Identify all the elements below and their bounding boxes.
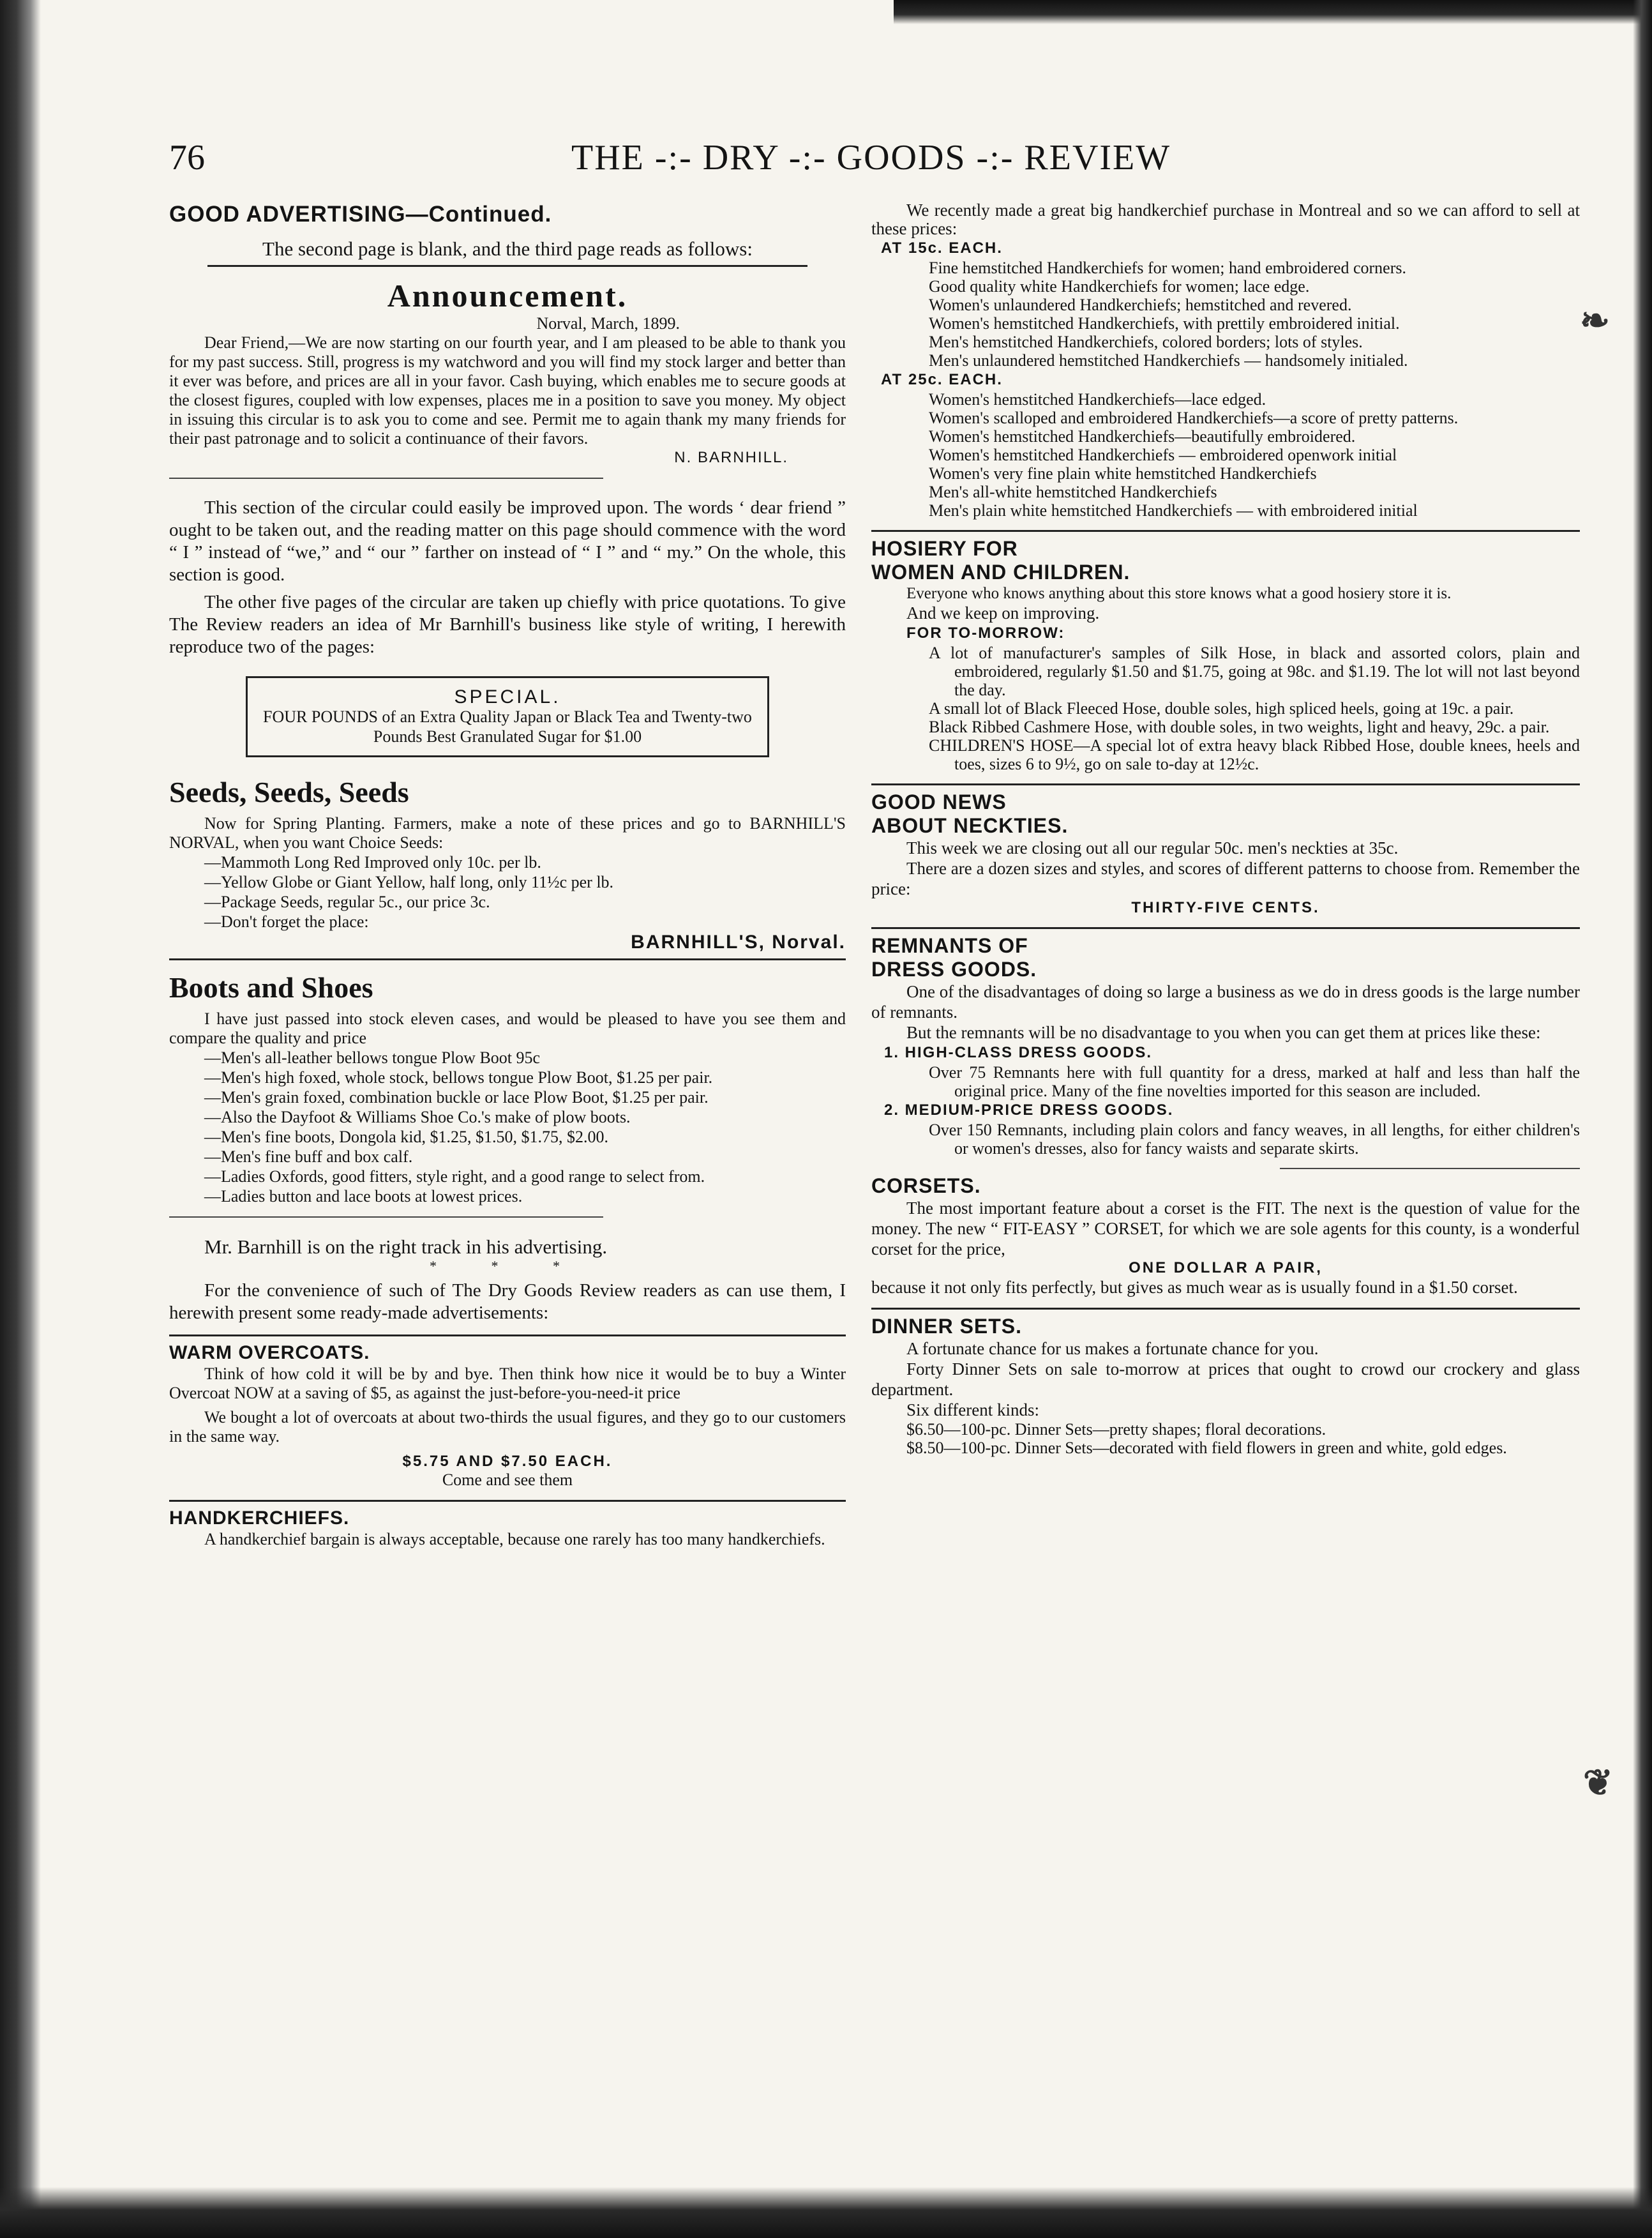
dinner-p2: Forty Dinner Sets on sale to-morrow at prices that ought to crowd our crockery and glass department. (871, 1359, 1580, 1399)
corsets-p2: because it not only fits perfectly, but gives as much wear as is usually found in a $1.50 corset. (871, 1278, 1518, 1297)
right-track-note: Mr. Barnhill is on the right track in his advertising. (204, 1236, 608, 1258)
boots-item: —Ladies button and lace boots at lowest prices. (204, 1187, 523, 1206)
dinner-p3: Six different kinds: (906, 1400, 1039, 1419)
hk-item-25c: Men's all-white hemstitched Handkerchiefs (929, 483, 1217, 501)
hk-intro: We recently made a great big handkerchief purchase in Montreal and so we can afford to sell at these prices: (871, 200, 1580, 238)
at-15c-heading: AT 15c. EACH. (881, 239, 1003, 257)
special-title: SPECIAL. (454, 686, 561, 707)
announcement-title: Announcement. (387, 278, 628, 314)
boots-title: Boots and Shoes (169, 971, 373, 1004)
second-page-note: The second page is blank, and the third page reads as follows: (262, 238, 753, 260)
hk-item-15c: Good quality white Handkerchiefs for women; lace edge. (929, 277, 1310, 296)
dinner-sets-heading: DINNER SETS. (871, 1315, 1023, 1338)
neckties-heading-2: ABOUT NECKTIES. (871, 814, 1069, 837)
hosiery-p1: Everyone who knows anything about this store knows what a good hosiery store it is. (906, 585, 1452, 602)
hk-item-15c: Women's unlaundered Handkerchiefs; hemstitched and revered. (929, 296, 1352, 314)
for-tomorrow-heading: FOR TO-MORROW: (906, 624, 1065, 642)
boots-item: —Men's fine buff and box calf. (204, 1147, 413, 1166)
hk-item-25c: Women's hemstitched Handkerchiefs — embroidered openwork initial (929, 446, 1397, 464)
hosiery-p2: And we keep on improving. (906, 603, 1100, 623)
overcoats-heading: WARM OVERCOATS. (169, 1342, 370, 1363)
hk-item-25c: Men's plain white hemstitched Handkerchiefs — with embroidered initial (929, 501, 1418, 520)
overcoats-cta: Come and see them (442, 1471, 573, 1489)
page-number: 76 (169, 138, 205, 178)
handkerchiefs-heading: HANDKERCHIEFS. (169, 1508, 350, 1529)
remnants-heading-1: REMNANTS OF (871, 934, 1028, 957)
overcoats-p2: We bought a lot of overcoats at about two-thirds the usual figures, and they go to our customers in the same way. (169, 1408, 846, 1446)
remnants-p1: One of the disadvantages of doing so large a business as we do in dress goods is the large number of remnants. (871, 982, 1580, 1022)
page (169, 128, 1580, 2145)
seeds-item: —Yellow Globe or Giant Yellow, half long, only 11½c per lb. (204, 873, 614, 891)
special-ad-box (246, 676, 769, 757)
corsets-price: ONE DOLLAR A PAIR, (1129, 1259, 1323, 1276)
corsets-p1: The most important feature about a corset is the FIT. The next is the question of value for the money. The new “ FIT-EASY ” CORSET, for which we are sole agents for this county, is a wonderful corset for the price, (871, 1198, 1580, 1259)
hosiery-item: A small lot of Black Fleeced Hose, double soles, high spliced heels, going at 19c. a pair. (929, 699, 1514, 718)
hk-item-25c: Women's very fine plain white hemstitched Handkerchiefs (929, 464, 1317, 483)
neckties-p1: This week we are closing out all our regular 50c. men's neckties at 35c. (906, 838, 1399, 858)
seeds-item: —Package Seeds, regular 5c., our price 3c. (204, 893, 490, 911)
neckties-p2: There are a dozen sizes and styles, and scores of different patterns to choose from. Remember the price: (871, 859, 1580, 898)
hk-item-25c: Women's hemstitched Handkerchiefs—lace edged. (929, 390, 1266, 409)
handkerchiefs-p1: A handkerchief bargain is always acceptable, because one rarely has too many handkerchiefs. (204, 1530, 825, 1548)
journal-title: THE -:- DRY -:- GOODS -:- REVIEW (571, 138, 1171, 178)
hk-item-15c: Women's hemstitched Handkerchiefs, with prettily embroidered initial. (929, 314, 1400, 333)
margin-ornament-icon: ❦ (1583, 1764, 1613, 1803)
commentary-1: This section of the circular could easily be improved upon. The words ‘ dear friend ” ought to be taken out, and the reading matter on this page should commence with the word “ I ” instead of “we,” and “ our ” farther on instead of “ I ” and “ my.” On the whole, this section is good. (169, 497, 846, 585)
boots-item: —Men's high foxed, whole stock, bellows tongue Plow Boot, $1.25 per pair. (204, 1068, 713, 1087)
seeds-intro: Now for Spring Planting. Farmers, make a note of these prices and go to BARNHILL'S NORVAL, when you want Choice Seeds: (169, 814, 846, 852)
right-column (871, 201, 1580, 1457)
hosiery-heading-2: WOMEN AND CHILDREN. (871, 561, 1130, 584)
boots-item: —Men's grain foxed, combination buckle or lace Plow Boot, $1.25 per pair. (204, 1088, 709, 1107)
overcoats-p1: Think of how cold it will be by and bye. Then think how nice it would be to buy a Winter Overcoat NOW at a saving of $5, as against the just-before-you-need-it price (169, 1365, 846, 1402)
hosiery-heading-1: HOSIERY FOR (871, 537, 1018, 560)
announcement-dateline: Norval, March, 1899. (536, 314, 680, 333)
announcement-signature: N. BARNHILL. (674, 449, 788, 466)
right-scan-edge (1633, 0, 1652, 2238)
hk-item-15c: Men's unlaundered hemstitched Handkerchiefs — handsomely initialed. (929, 351, 1408, 370)
dinner-item: $6.50—100-pc. Dinner Sets—pretty shapes; floral decorations. (906, 1420, 1326, 1439)
boots-item: —Also the Dayfoot & Williams Shoe Co.'s make of plow boots. (204, 1108, 631, 1126)
book-spine-shadow (0, 0, 41, 2238)
bottom-scan-edge (0, 2187, 1652, 2238)
hk-item-25c: Women's hemstitched Handkerchiefs—beautifully embroidered. (929, 427, 1356, 446)
neckties-price: THIRTY-FIVE CENTS. (1131, 899, 1320, 916)
hk-item-15c: Men's hemstitched Handkerchiefs, colored borders; lots of styles. (929, 333, 1363, 351)
neckties-heading-1: GOOD NEWS (871, 790, 1007, 813)
remnants-sub-2: 2. MEDIUM-PRICE DRESS GOODS. (884, 1101, 1174, 1119)
announcement-body: Dear Friend,—We are now starting on our fourth year, and I am pleased to be able to thank you for my past success. Still, progress is my watchword and you will find my stock larger and better than it ever was before, and prices are all in your favor. Cash buying, which enables me to secure goods at the closest figures, coupled with low expenses, places me in a position to save you money. My object in issuing this circular is to ask you to come and see. Permit me to again thank my many friends for their past patronage and to solicit a continuance of their favors. (169, 333, 846, 448)
boots-intro: I have just passed into stock eleven cases, and would be pleased to have you see them and compare the quality and price (169, 1009, 846, 1047)
overcoats-price: $5.75 AND $7.50 EACH. (402, 1453, 613, 1470)
section-stars: * * * (430, 1258, 585, 1274)
special-body: FOUR POUNDS of an Extra Quality Japan or Black Tea and Twenty-two Pounds Best Granulated Sugar for $1.00 (263, 707, 752, 746)
masthead (169, 137, 1580, 188)
boots-item: —Ladies Oxfords, good fitters, style right, and a good range to select from. (204, 1167, 705, 1186)
seeds-signature: BARNHILL'S, Norval. (631, 932, 846, 953)
boots-item: —Men's fine boots, Dongola kid, $1.25, $1.50, $1.75, $2.00. (204, 1128, 608, 1146)
margin-ornament-icon: ❧ (1580, 301, 1610, 341)
top-scan-edge (894, 0, 1652, 24)
commentary-2: The other five pages of the circular are taken up chiefly with price quotations. To give The Review readers an idea of Mr Barnhill's business like style of writing, I herewith reproduce two of the pages: (169, 592, 846, 657)
hosiery-item: Black Ribbed Cashmere Hose, with double soles, in two weights, light and heavy, 29c. a pair. (929, 718, 1550, 736)
convenience-note: For the convenience of such of The Dry Goods Review readers as can use them, I herewith present some ready-made advertisements: (169, 1280, 846, 1323)
seeds-item: —Don't forget the place: (204, 912, 369, 931)
hosiery-item: CHILDREN'S HOSE—A special lot of extra heavy black Ribbed Hose, double knees, heels and toes, sizes 6 to 9½, go on sale to-day at 12½c. (929, 736, 1580, 773)
boots-item: —Men's all-leather bellows tongue Plow Boot 95c (204, 1048, 541, 1067)
remnants-item-2: Over 150 Remnants, including plain colors and fancy weaves, in all lengths, for either children's or women's dresses, also for fancy waists and separate skirts. (929, 1121, 1580, 1158)
hosiery-item: A lot of manufacturer's samples of Silk Hose, in black and assorted colors, plain and embroidered, regularly $1.50 and $1.75, going at 98c. and $1.19. The lot will not last beyond the day. (929, 644, 1580, 699)
dinner-p1: A fortunate chance for us makes a fortunate chance for you. (906, 1339, 1319, 1358)
remnants-sub-1: 1. HIGH-CLASS DRESS GOODS. (884, 1044, 1153, 1061)
seeds-title: Seeds, Seeds, Seeds (169, 776, 409, 808)
remnants-p2: But the remnants will be no disadvantage to you when you can get them at prices like these: (906, 1023, 1541, 1042)
left-column (169, 201, 846, 1549)
at-25c-heading: AT 25c. EACH. (881, 371, 1003, 388)
remnants-heading-2: DRESS GOODS. (871, 958, 1037, 981)
remnants-item-1: Over 75 Remnants here with full quantity for a dress, marked at half and less than half the original price. Many of the fine novelties imported for this season are included. (929, 1063, 1580, 1100)
corsets-heading: CORSETS. (871, 1174, 981, 1197)
good-advertising-heading: GOOD ADVERTISING—Continued. (169, 202, 552, 227)
seeds-item: —Mammoth Long Red Improved only 10c. per lb. (204, 853, 541, 872)
hk-item-15c: Fine hemstitched Handkerchiefs for women; hand embroidered corners. (929, 259, 1406, 277)
dinner-item: $8.50—100-pc. Dinner Sets—decorated with field flowers in green and white, gold edges. (906, 1439, 1507, 1457)
hk-item-25c: Women's scalloped and embroidered Handkerchiefs—a score of pretty patterns. (929, 409, 1459, 427)
